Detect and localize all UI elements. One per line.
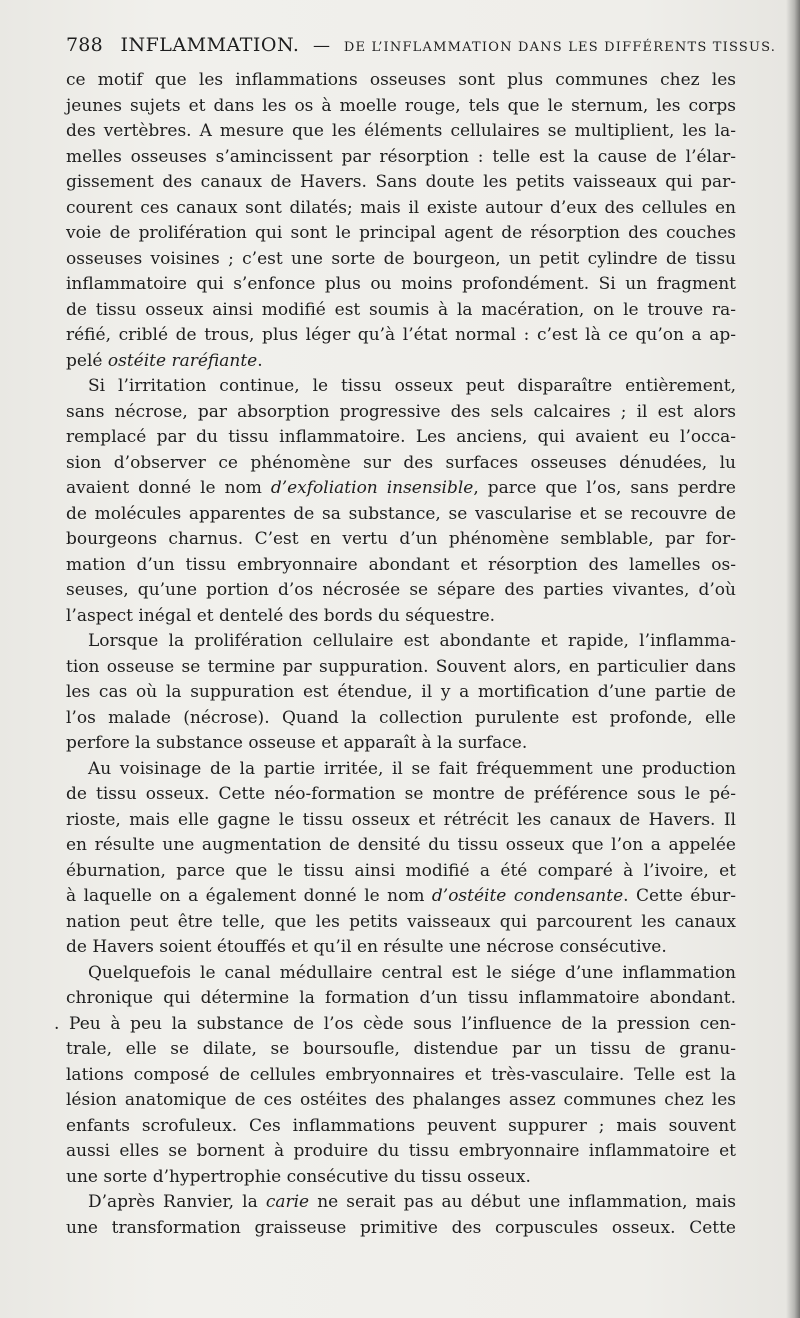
text-segment: voie de prolifération qui sont le principal agent de résorption des couches bbox=[66, 223, 736, 243]
text-line bbox=[66, 986, 736, 1012]
text-line bbox=[66, 451, 736, 477]
text-segment: l’os malade (nécrose). Quand la collection purulente est profonde, elle bbox=[66, 707, 736, 728]
text-line bbox=[66, 349, 736, 375]
text-segment: osseuses voisines ; c’est une sorte de bourgeon, un petit cylindre de tissu bbox=[66, 248, 736, 269]
text-segment: réfié, criblé de trous, plus léger qu’à l’état normal : c’est là ce qu’on a ap- bbox=[66, 325, 736, 345]
text-segment: trale, elle se dilate, se boursoufle, distendue par un tissu de granu- bbox=[66, 1039, 736, 1059]
text-line bbox=[66, 221, 736, 247]
text-line bbox=[66, 527, 736, 553]
running-title: INFLAMMATION. bbox=[120, 34, 300, 56]
text-line bbox=[66, 808, 736, 834]
text-line bbox=[66, 145, 736, 171]
text-line bbox=[66, 94, 736, 120]
text-segment: courent ces canaux sont dilatés; mais il existe autour d’eux des cellules en bbox=[66, 197, 736, 218]
text-line bbox=[66, 1114, 736, 1140]
text-segment: sans nécrose, par absorption progressive des sels calcaires ; il est alors bbox=[66, 401, 736, 422]
text-segment: avaient donné le nom bbox=[66, 478, 271, 498]
page-edge-shadow bbox=[786, 0, 800, 1318]
text-segment: ce motif que les inflammations osseuses sont plus communes chez les bbox=[66, 70, 736, 90]
text-segment: éburnation, parce que le tissu ainsi modifié a été comparé à l’ivoire, et bbox=[66, 860, 736, 881]
text-segment: lésion anatomique de ces ostéites des phalanges assez communes chez les bbox=[66, 1090, 736, 1110]
text-segment: inflammatoire qui s’enfonce plus ou moins profondément. Si un fragment bbox=[66, 274, 736, 294]
text-segment: remplacé par du tissu inflammatoire. Les anciens, qui avaient eu l’occa- bbox=[66, 427, 736, 447]
text-segment: perfore la substance osseuse et apparaît à la surface. bbox=[66, 733, 528, 753]
text-segment: de tissu osseux ainsi modifié est soumis à la macération, on le trouve ra- bbox=[66, 299, 736, 320]
text-line bbox=[66, 884, 736, 910]
text-line bbox=[66, 1165, 736, 1191]
text-line bbox=[66, 1088, 736, 1114]
text-line bbox=[66, 680, 736, 706]
text-line bbox=[66, 859, 736, 885]
header-dash: — bbox=[313, 36, 331, 56]
text-segment: tion osseuse se termine par suppuration. Souvent alors, en particulier dans bbox=[66, 656, 736, 677]
text-line bbox=[66, 425, 736, 451]
text-segment: seuses, qu’une portion d’os nécrosée se sépare des parties vivantes, d’où bbox=[66, 580, 736, 600]
text-segment: l’aspect inégal et dentelé des bords du séquestre. bbox=[66, 605, 496, 626]
text-line bbox=[66, 119, 736, 145]
text-line bbox=[66, 298, 736, 324]
text-segment: D’après Ranvier, la bbox=[88, 1192, 266, 1212]
text-segment: nation peut être telle, que les petits vaisseaux qui parcourent les canaux bbox=[66, 911, 736, 932]
running-header bbox=[66, 34, 777, 56]
text-segment: Lorsque la prolifération cellulaire est abondante et rapide, l’inflamma- bbox=[88, 631, 736, 651]
text-segment: . Peu à peu la substance de l’os cède sous l’influence de la pression cen- bbox=[54, 1013, 736, 1034]
text-segment: une sorte d’hypertrophie consécutive du tissu osseux. bbox=[66, 1166, 531, 1187]
text-segment: aussi elles se bornent à produire du tissu embryonnaire inflammatoire et bbox=[66, 1141, 736, 1161]
text-line bbox=[66, 604, 736, 630]
text-line bbox=[66, 1216, 736, 1242]
text-segment: gissement des canaux de Havers. Sans doute les petits vaisseaux qui par- bbox=[66, 172, 736, 192]
text-segment: rioste, mais elle gagne le tissu osseux et rétrécit les canaux de Havers. Il bbox=[66, 809, 736, 830]
text-segment: Si l’irritation continue, le tissu osseux peut disparaître entièrement, bbox=[88, 376, 736, 396]
text-segment: pelé bbox=[66, 350, 108, 371]
text-line bbox=[66, 502, 736, 528]
text-line bbox=[66, 629, 736, 655]
text-line bbox=[66, 272, 736, 298]
text-segment: des vertèbres. A mesure que les éléments cellulaires se multiplient, les la- bbox=[66, 121, 736, 141]
text-segment: de tissu osseux. Cette néo-formation se montre de préférence sous le pé- bbox=[66, 784, 736, 804]
text-segment: melles osseuses s’amincissent par résorption : telle est la cause de l’élar- bbox=[66, 146, 736, 167]
text-segment: bourgeons charnus. C’est en vertu d’un phénomène semblable, par for- bbox=[66, 529, 736, 549]
text-line bbox=[54, 1012, 736, 1038]
text-segment: . Cette ébur- bbox=[623, 886, 736, 906]
text-line bbox=[66, 247, 736, 273]
text-segment: enfants scrofuleux. Ces inflammations peuvent suppurer ; mais souvent bbox=[66, 1115, 736, 1136]
section-title: DE L’INFLAMMATION DANS LES DIFFÉRENTS TISSUS. bbox=[343, 40, 777, 55]
text-line bbox=[66, 170, 736, 196]
text-line bbox=[66, 961, 736, 987]
text-segment: sion d’observer ce phénomène sur des surfaces osseuses dénudées, lu bbox=[66, 452, 736, 473]
text-line bbox=[66, 553, 736, 579]
text-line bbox=[66, 706, 736, 732]
text-segment: . bbox=[257, 350, 263, 371]
italic-term: d’ostéite condensante bbox=[431, 886, 624, 906]
text-line bbox=[66, 1139, 736, 1165]
text-line bbox=[66, 374, 736, 400]
text-line bbox=[66, 476, 736, 502]
text-line bbox=[66, 655, 736, 681]
italic-term: ostéite raréfiante bbox=[107, 350, 258, 371]
text-line bbox=[66, 1190, 736, 1216]
text-segment: de Havers soient étouffés et qu’il en résulte une nécrose consécutive. bbox=[66, 937, 667, 957]
italic-term: carie bbox=[265, 1192, 310, 1212]
text-segment: les cas où la suppuration est étendue, il y a mortification d’une partie de bbox=[66, 682, 736, 702]
text-line bbox=[66, 68, 736, 94]
text-segment: de molécules apparentes de sa substance, se vascularise et se recouvre de bbox=[66, 503, 736, 524]
text-segment: une transformation graisseuse primitive des corpuscules osseux. Cette bbox=[66, 1217, 736, 1238]
text-line bbox=[66, 757, 736, 783]
text-segment: chronique qui détermine la formation d’un tissu inflammatoire abondant. bbox=[66, 988, 736, 1008]
text-segment: Quelquefois le canal médullaire central est le siége d’une inflammation bbox=[88, 962, 736, 983]
text-line bbox=[66, 578, 736, 604]
text-line bbox=[66, 833, 736, 859]
text-segment: lations composé de cellules embryonnaires et très-vasculaire. Telle est la bbox=[66, 1064, 736, 1085]
text-segment: , parce que l’os, sans perdre bbox=[473, 478, 736, 498]
text-line bbox=[66, 782, 736, 808]
italic-term: d’exfoliation insensible bbox=[270, 478, 474, 498]
text-line bbox=[66, 731, 736, 757]
text-segment: jeunes sujets et dans les os à moelle rouge, tels que le sternum, les corps bbox=[66, 95, 736, 116]
text-segment: Au voisinage de la partie irritée, il se fait fréquemment une production bbox=[88, 758, 736, 779]
text-line bbox=[66, 323, 736, 349]
text-segment: à laquelle on a également donné le nom bbox=[66, 886, 432, 906]
text-segment: ne serait pas au début une inflammation, mais bbox=[309, 1192, 736, 1212]
body-text bbox=[54, 68, 736, 1241]
text-line bbox=[66, 400, 736, 426]
text-line bbox=[66, 1037, 736, 1063]
page-number: 788 bbox=[66, 34, 103, 56]
text-line bbox=[66, 935, 736, 961]
text-line bbox=[66, 1063, 736, 1089]
text-line bbox=[66, 196, 736, 222]
text-segment: en résulte une augmentation de densité du tissu osseux que l’on a appelée bbox=[66, 835, 736, 855]
text-line bbox=[66, 910, 736, 936]
text-segment: mation d’un tissu embryonnaire abondant et résorption des lamelles os- bbox=[66, 554, 736, 575]
